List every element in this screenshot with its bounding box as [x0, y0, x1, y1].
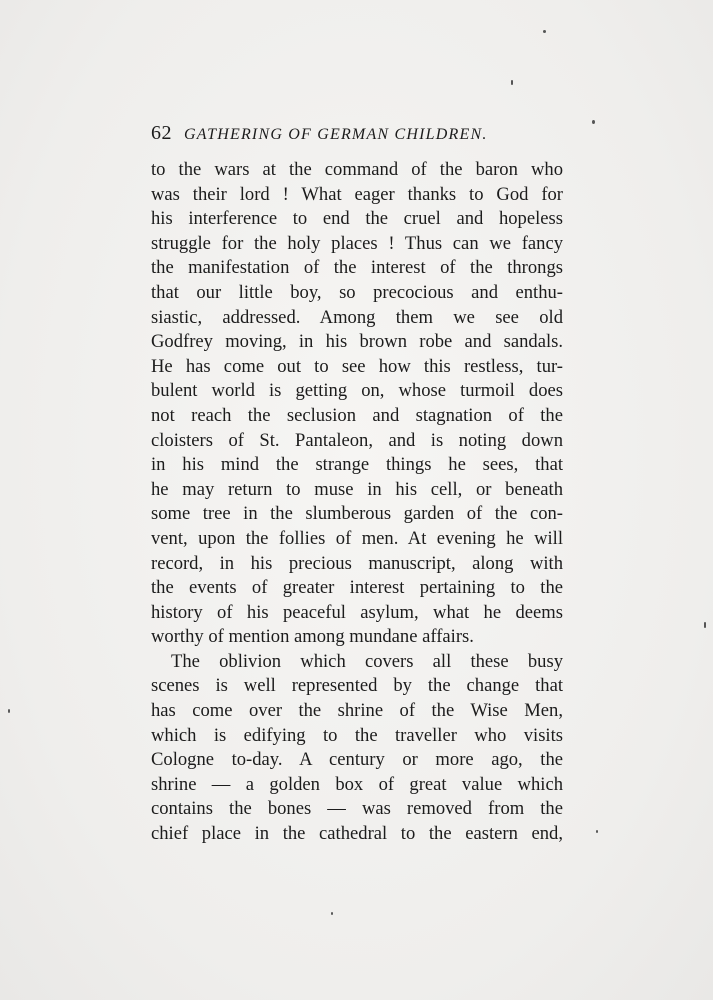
scan-speck: [592, 120, 595, 124]
scan-speck: [511, 80, 513, 85]
text-line: siastic, addressed. Among them we see old: [151, 306, 563, 328]
text-line: Godfrey moving, in his brown robe and sandals.: [151, 331, 563, 353]
text-line: in his mind the strange things he sees, that: [151, 454, 563, 476]
text-line: bulent world is getting on, whose turmoil does: [151, 380, 563, 402]
text-line: worthy of mention among mundane affairs.: [151, 626, 474, 648]
text-line: Cologne to-day. A century or more ago, the: [151, 749, 563, 771]
scan-speck: [8, 709, 10, 713]
scan-speck: [331, 912, 333, 915]
running-title: GATHERING OF GERMAN CHILDREN.: [184, 126, 488, 143]
scan-speck: [704, 622, 706, 628]
text-line: The oblivion which covers all these busy: [171, 650, 563, 672]
text-line: shrine — a golden box of great value which: [151, 773, 563, 795]
scan-speck: [543, 30, 546, 33]
running-header: [151, 122, 571, 146]
text-line: not reach the seclusion and stagnation of the: [151, 404, 563, 426]
text-line: that our little boy, so precocious and enthu-: [151, 281, 563, 303]
text-line: cloisters of St. Pantaleon, and is noting down: [151, 429, 563, 451]
text-line: struggle for the holy places ! Thus can we fancy: [151, 232, 563, 254]
text-line: He has come out to see how this restless, tur-: [151, 355, 563, 377]
text-line: the manifestation of the interest of the throngs: [151, 257, 563, 279]
paragraph-2: [151, 650, 563, 847]
text-line: record, in his precious manuscript, along with: [151, 552, 563, 574]
text-line: was their lord ! What eager thanks to God for: [151, 183, 563, 205]
body-text: [151, 158, 563, 847]
text-line: to the wars at the command of the baron who: [151, 159, 563, 180]
text-line: history of his peaceful asylum, what he deems: [151, 601, 563, 623]
text-line: some tree in the slumberous garden of the con-: [151, 503, 563, 525]
text-line: scenes is well represented by the change that: [151, 675, 563, 697]
text-line: has come over the shrine of the Wise Men,: [151, 700, 563, 722]
text-line: chief place in the cathedral to the eastern end,: [151, 823, 563, 845]
scan-speck: [596, 830, 598, 833]
paragraph-1: [151, 158, 563, 650]
page-number: 62: [151, 122, 172, 144]
text-line: which is edifying to the traveller who visits: [151, 724, 563, 746]
text-line: his interference to end the cruel and hopeless: [151, 208, 563, 230]
text-line: the events of greater interest pertaining to the: [151, 577, 563, 599]
text-line: he may return to muse in his cell, or beneath: [151, 478, 563, 500]
text-line: contains the bones — was removed from the: [151, 798, 563, 820]
text-line: vent, upon the follies of men. At evening he will: [151, 527, 563, 549]
